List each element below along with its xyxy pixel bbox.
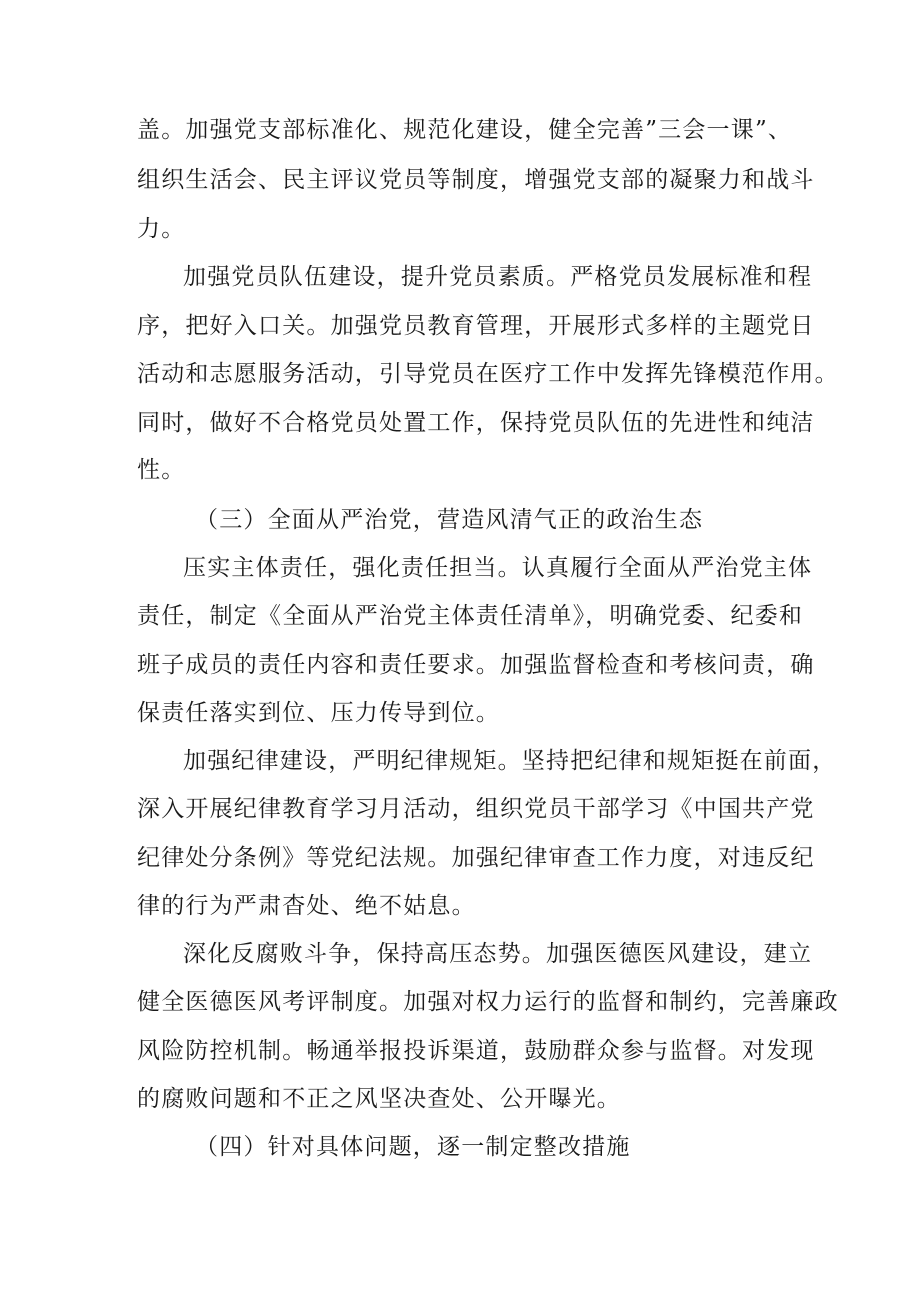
text-line: 深入开展纪律教育学习月活动，组织党员干部学习《中国共产党 bbox=[137, 796, 815, 822]
text-line: 深化反腐败斗争，保持高压态势。加强医德医风建设，建立 bbox=[183, 941, 813, 967]
section-heading: （四）针对具体问题，逐一制定整改措施 bbox=[195, 1134, 631, 1160]
text-line: 班子成员的责任内容和责任要求。加强监督检查和考核问责，确 bbox=[137, 652, 815, 678]
text-line: 责任，制定《全面从严治党主体责任清单》，明确党委、纪委和 bbox=[137, 603, 804, 629]
text-line: 加强党员队伍建设，提升党员素质。严格党员发展标准和程 bbox=[183, 264, 813, 290]
text-line: 保责任落实到位、压力传导到位。 bbox=[137, 700, 500, 726]
text-line: 组织生活会、民主评议党员等制度，增强党支部的凝聚力和战斗 bbox=[137, 167, 815, 193]
text-line: 同时，做好不合格党员处置工作，保持党员队伍的先进性和纯洁 bbox=[137, 410, 815, 436]
text-line: 压实主体责任，强化责任担当。认真履行全面从严治党主体 bbox=[183, 555, 813, 581]
text-line: 加强纪律建设，严明纪律规矩。坚持把纪律和规矩挺在前面， bbox=[183, 748, 837, 774]
text-line: 风险防控机制。畅通举报投诉渠道，鼓励群众参与监督。对发现 bbox=[137, 1038, 815, 1064]
text-line: 盖。加强党支部标准化、规范化建设，健全完善”三会一课”、 bbox=[137, 117, 793, 143]
text-line: 纪律处分条例》等党纪法规。加强纪律审查工作力度，对违反纪 bbox=[137, 845, 815, 871]
text-line: 的腐败问题和不正之风坚决查处、公开曝光。 bbox=[137, 1086, 621, 1112]
text-line: 力。 bbox=[137, 216, 186, 242]
text-line: 活动和志愿服务活动，引导党员在医疗工作中发挥先锋模范作用。 bbox=[137, 361, 839, 387]
text-line: 序，把好入口关。加强党员教育管理，开展形式多样的主题党日 bbox=[137, 313, 815, 339]
text-line: 律的行为严肃杳处、绝不姑息。 bbox=[137, 893, 476, 919]
text-line: 健全医德医风考评制度。加强对权力运行的监督和制约，完善廉政 bbox=[137, 989, 839, 1015]
text-line: 性。 bbox=[137, 457, 186, 483]
section-heading: （三）全面从严治党，营造风清气正的政治生态 bbox=[195, 507, 704, 533]
